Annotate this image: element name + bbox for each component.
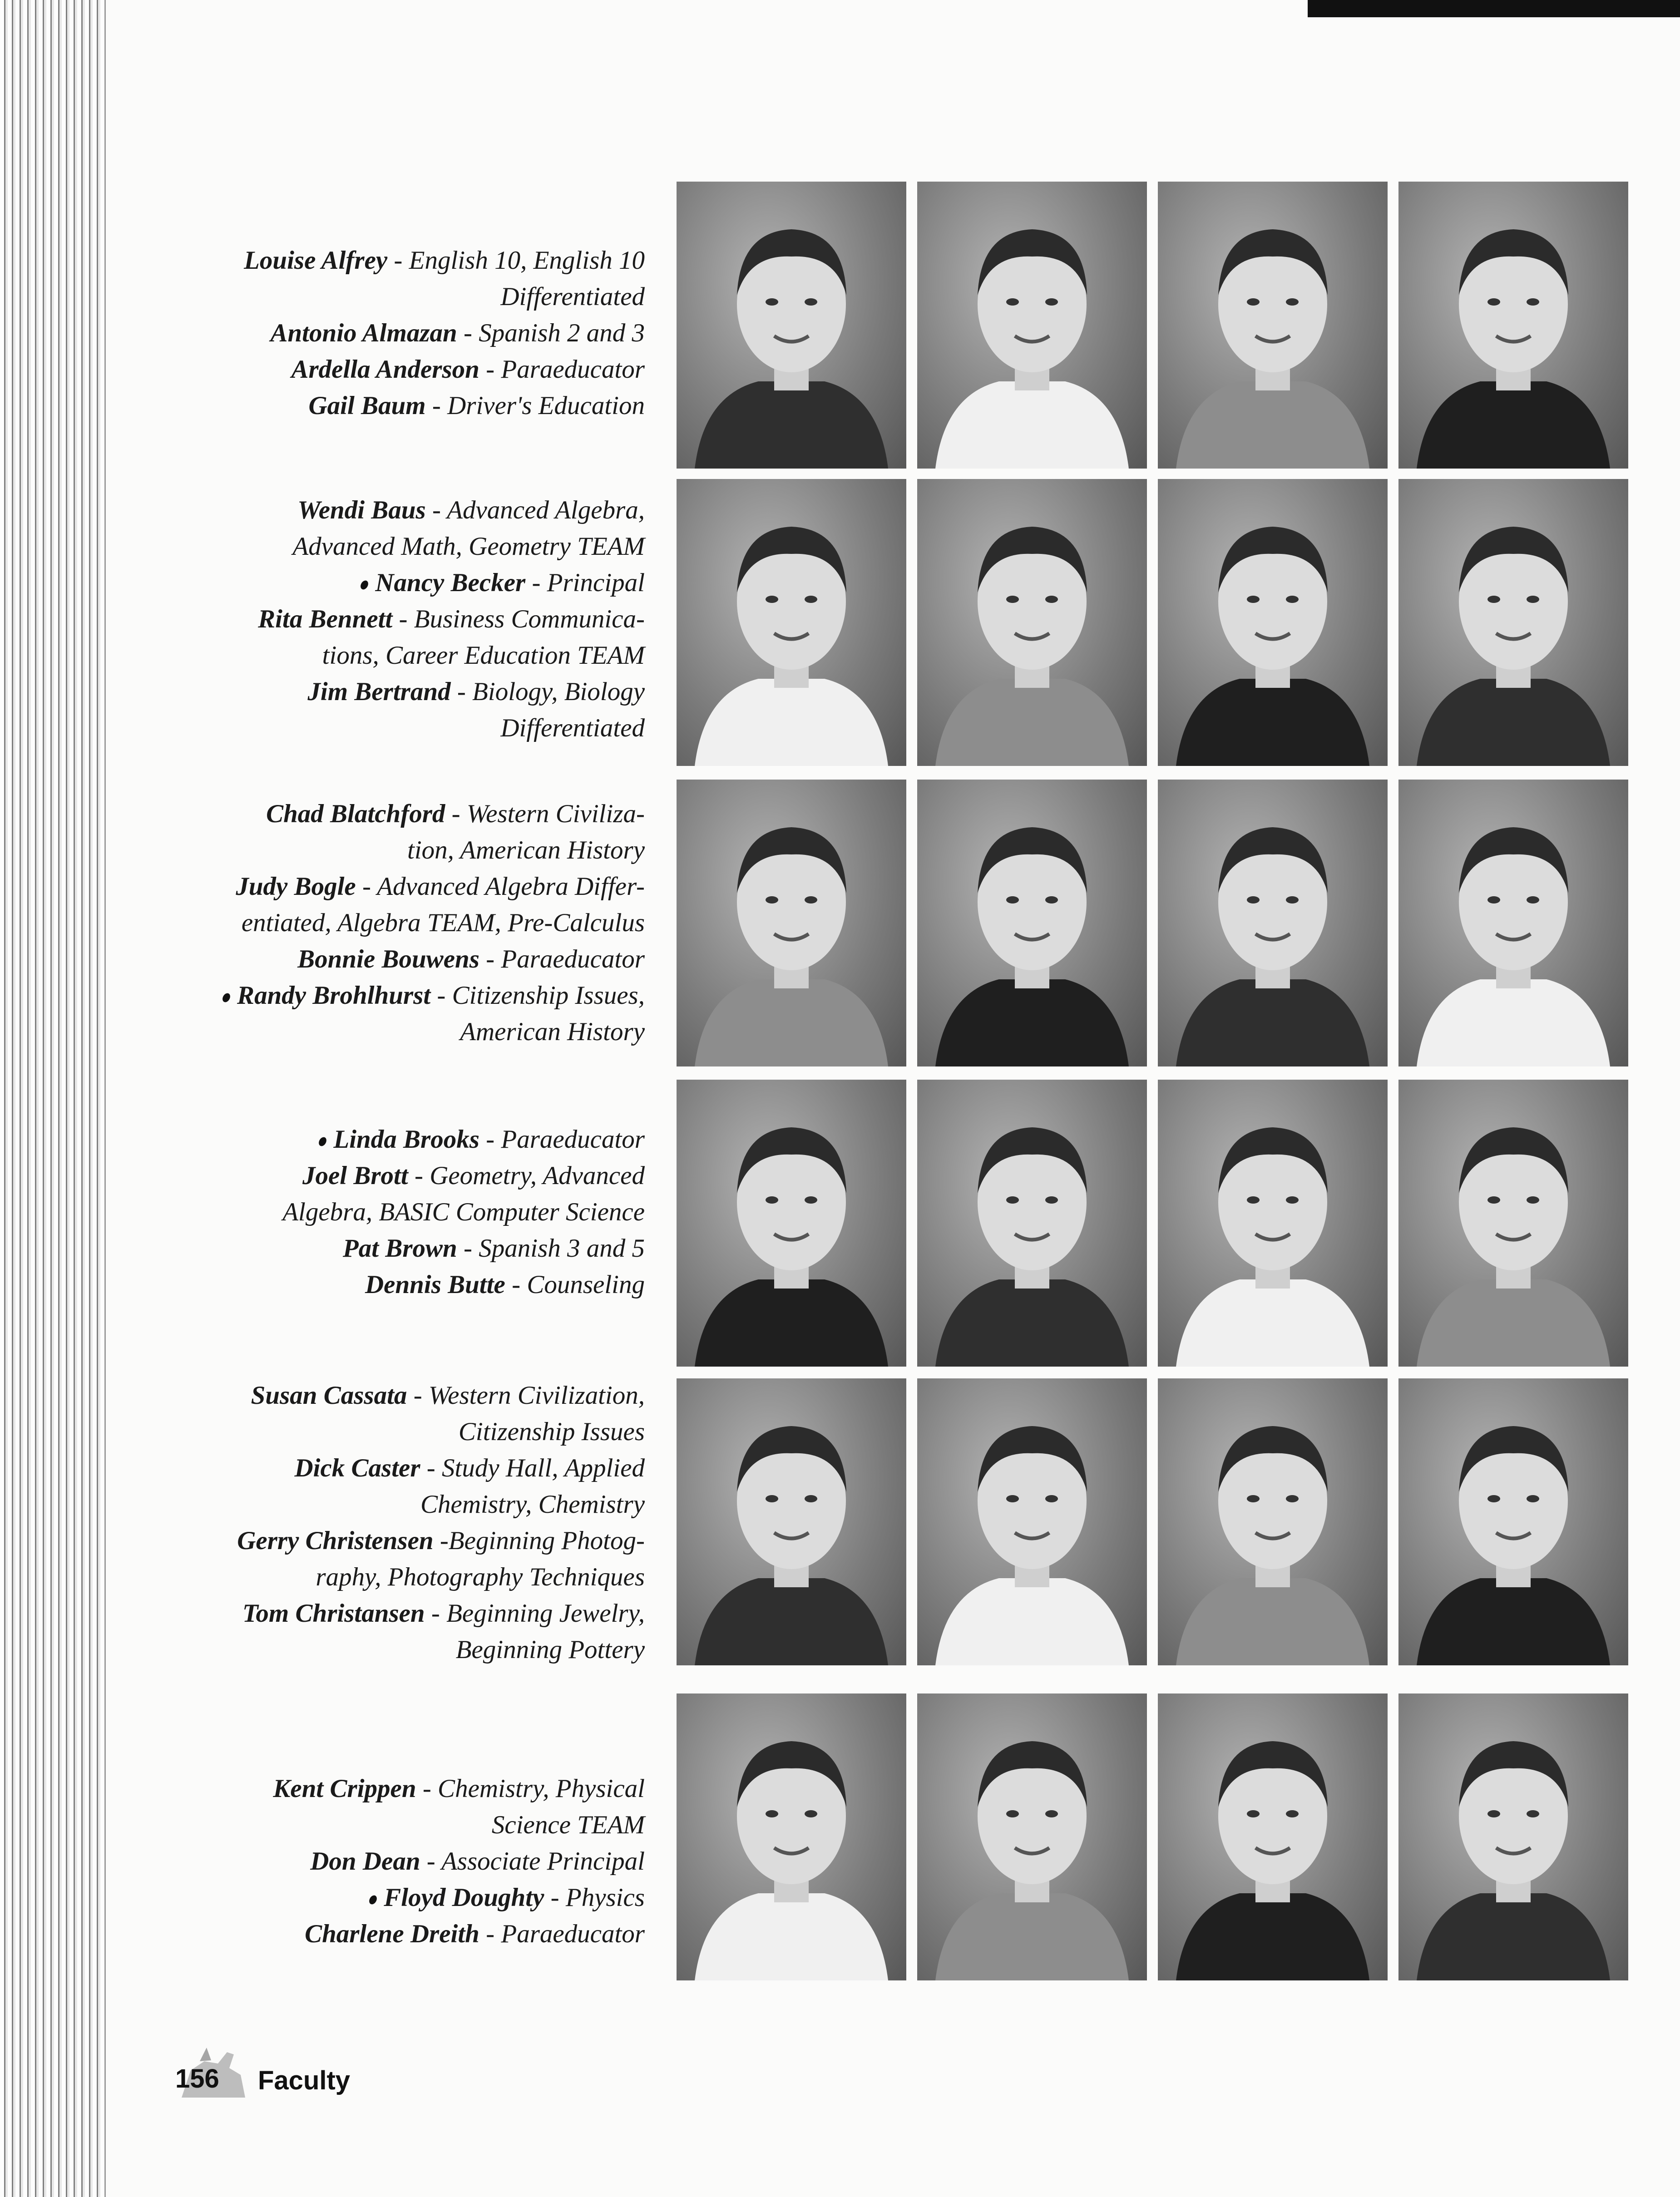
faculty-name: Nancy Becker (375, 568, 526, 597)
faculty-portrait (1398, 1080, 1628, 1367)
faculty-subjects: - English 10, English 10 (387, 246, 645, 275)
faculty-entry (64, 315, 645, 351)
faculty-name: Tom Christansen (242, 1599, 425, 1628)
faculty-entry-continued (64, 528, 645, 565)
faculty-name: Antonio Almazan (270, 319, 457, 347)
faculty-entry-continued (64, 1014, 645, 1050)
faculty-entry-continued (64, 1807, 645, 1843)
faculty-name: Randy Brohlhurst (237, 981, 431, 1010)
faculty-subjects: - Advanced Algebra, (425, 496, 645, 524)
faculty-name: Bonnie Bouwens (297, 945, 479, 973)
portrait-silhouette (1158, 1378, 1388, 1665)
faculty-subjects: - Western Civilization, (407, 1381, 645, 1410)
faculty-subjects: - Counseling (505, 1270, 645, 1299)
bullet-marker (368, 1894, 378, 1906)
faculty-subjects: - Paraeducator (479, 355, 645, 384)
faculty-entry (64, 978, 645, 1014)
faculty-entry (64, 1230, 645, 1267)
faculty-subjects: Algebra, BASIC Computer Science (282, 1198, 645, 1226)
faculty-portrait (917, 780, 1147, 1066)
faculty-subjects: - Geometry, Advanced (408, 1161, 645, 1190)
faculty-name: Pat Brown (342, 1234, 457, 1263)
faculty-name: Linda Brooks (333, 1125, 479, 1154)
faculty-entry (64, 601, 645, 637)
bullet-marker (359, 579, 370, 591)
faculty-portrait (917, 1080, 1147, 1367)
faculty-subjects: - Spanish 2 and 3 (457, 319, 645, 347)
portrait-silhouette (917, 1080, 1147, 1367)
portrait-silhouette (917, 780, 1147, 1066)
faculty-name: Louise Alfrey (244, 246, 388, 275)
faculty-portrait (1398, 182, 1628, 469)
faculty-subjects: - Associate Principal (420, 1847, 645, 1876)
portrait-silhouette (677, 1693, 906, 1980)
faculty-portrait (917, 1693, 1147, 1980)
faculty-portrait (1158, 1693, 1388, 1980)
faculty-subjects: - Driver's Education (425, 391, 645, 420)
bullet-marker (317, 1136, 328, 1148)
faculty-entry (64, 242, 645, 279)
faculty-portrait (917, 182, 1147, 469)
faculty-subjects: Differentiated (500, 714, 645, 742)
faculty-name: Don Dean (310, 1847, 420, 1876)
portrait-silhouette (677, 1378, 906, 1665)
faculty-name: Dick Caster (294, 1454, 420, 1482)
faculty-name: Ardella Anderson (291, 355, 479, 384)
faculty-subjects: - Spanish 3 and 5 (457, 1234, 645, 1263)
faculty-entry (64, 869, 645, 905)
faculty-portrait (1158, 479, 1388, 766)
faculty-subjects: Citizenship Issues (458, 1417, 645, 1446)
portrait-silhouette (1158, 479, 1388, 766)
faculty-portrait (1158, 1378, 1388, 1665)
faculty-name: Gail Baum (308, 391, 426, 420)
portrait-silhouette (917, 1693, 1147, 1980)
faculty-name: Judy Bogle (236, 872, 356, 901)
faculty-entry (64, 1121, 645, 1158)
faculty-entry (64, 1771, 645, 1807)
faculty-entry-continued (64, 710, 645, 746)
faculty-name: Joel Brott (302, 1161, 408, 1190)
faculty-entry-continued (64, 1632, 645, 1668)
faculty-name: Charlene Dreith (305, 1920, 479, 1948)
faculty-subjects: - Paraeducator (479, 1125, 645, 1154)
caption-group-row-2 (64, 492, 645, 746)
faculty-subjects: raphy, Photography Techniques (316, 1563, 645, 1591)
faculty-entry (64, 1595, 645, 1632)
faculty-entry (64, 565, 645, 601)
faculty-subjects: - Citizenship Issues, (430, 981, 645, 1010)
portrait-silhouette (1158, 780, 1388, 1066)
portrait-silhouette (1398, 1378, 1628, 1665)
faculty-name: Susan Cassata (251, 1381, 407, 1410)
faculty-entry-continued (64, 1486, 645, 1523)
faculty-entry-continued (64, 1414, 645, 1450)
caption-group-row-4 (64, 1121, 645, 1303)
portrait-silhouette (1398, 1080, 1628, 1367)
faculty-portrait (1158, 182, 1388, 469)
bullet-marker (221, 992, 232, 1004)
portrait-silhouette (1158, 1693, 1388, 1980)
faculty-subjects: Science TEAM (491, 1811, 645, 1839)
faculty-name: Floyd Doughty (384, 1883, 544, 1912)
portrait-silhouette (1398, 182, 1628, 469)
faculty-subjects: American History (460, 1017, 645, 1046)
caption-group-row-6 (64, 1771, 645, 1952)
portrait-silhouette (1158, 1080, 1388, 1367)
portrait-silhouette (677, 182, 906, 469)
faculty-portrait (677, 479, 906, 766)
faculty-subjects: entiated, Algebra TEAM, Pre-Calculus (241, 908, 645, 937)
faculty-entry (64, 1377, 645, 1414)
portrait-silhouette (677, 1080, 906, 1367)
faculty-entry (64, 1523, 645, 1559)
faculty-subjects: - Study Hall, Applied (420, 1454, 645, 1482)
faculty-name: Kent Crippen (273, 1774, 416, 1803)
section-title: Faculty (258, 2066, 351, 2095)
faculty-entry (64, 1158, 645, 1194)
faculty-portrait (1398, 1378, 1628, 1665)
faculty-subjects: - Paraeducator (479, 945, 645, 973)
faculty-portrait (1158, 1080, 1388, 1367)
faculty-entry (64, 1450, 645, 1486)
faculty-entry (64, 1267, 645, 1303)
faculty-subjects: - Western Civiliza- (445, 800, 645, 828)
faculty-name: Chad Blatchford (266, 800, 445, 828)
faculty-entry-continued (64, 832, 645, 869)
page-number: 156 (175, 2064, 219, 2093)
faculty-entry (64, 388, 645, 424)
faculty-entry (64, 941, 645, 978)
faculty-subjects: Chemistry, Chemistry (420, 1490, 645, 1519)
faculty-portrait (1398, 780, 1628, 1066)
faculty-subjects: - Paraeducator (479, 1920, 645, 1948)
portrait-silhouette (1158, 182, 1388, 469)
caption-group-row-3 (64, 796, 645, 1050)
faculty-subjects: -Beginning Photog- (433, 1526, 645, 1555)
faculty-entry (64, 1843, 645, 1880)
faculty-name: Gerry Christensen (237, 1526, 434, 1555)
portrait-silhouette (677, 479, 906, 766)
portrait-silhouette (917, 182, 1147, 469)
faculty-portrait (677, 780, 906, 1066)
faculty-entry-continued (64, 905, 645, 941)
faculty-portrait (917, 1378, 1147, 1665)
faculty-subjects: - Physics (544, 1883, 645, 1912)
top-scan-bar (1308, 0, 1680, 17)
faculty-subjects: tions, Career Education TEAM (322, 641, 645, 670)
faculty-portrait (1158, 780, 1388, 1066)
portrait-silhouette (1398, 479, 1628, 766)
caption-group-row-1 (64, 242, 645, 424)
faculty-portrait (677, 1080, 906, 1367)
portrait-silhouette (917, 479, 1147, 766)
faculty-entry-continued (64, 279, 645, 315)
faculty-subjects: tion, American History (407, 836, 645, 864)
portrait-silhouette (677, 780, 906, 1066)
faculty-subjects: - Chemistry, Physical (416, 1774, 645, 1803)
faculty-subjects: Beginning Pottery (455, 1635, 645, 1664)
faculty-portrait (1398, 1693, 1628, 1980)
faculty-portrait (677, 182, 906, 469)
faculty-entry (64, 674, 645, 710)
faculty-entry (64, 492, 645, 528)
faculty-subjects: Advanced Math, Geometry TEAM (292, 532, 645, 561)
faculty-entry (64, 796, 645, 832)
portrait-silhouette (1398, 780, 1628, 1066)
faculty-entry-continued (64, 1559, 645, 1595)
portrait-silhouette (1398, 1693, 1628, 1980)
faculty-entry (64, 351, 645, 388)
faculty-name: Jim Bertrand (307, 677, 451, 706)
faculty-subjects: - Biology, Biology (450, 677, 645, 706)
faculty-entry-continued (64, 637, 645, 674)
faculty-portrait (1398, 479, 1628, 766)
faculty-entry (64, 1880, 645, 1916)
faculty-subjects: - Advanced Algebra Differ- (356, 872, 645, 901)
faculty-entry (64, 1916, 645, 1952)
faculty-name: Wendi Baus (297, 496, 426, 524)
faculty-portrait (677, 1693, 906, 1980)
faculty-subjects: - Beginning Jewelry, (425, 1599, 645, 1628)
portrait-silhouette (917, 1378, 1147, 1665)
faculty-subjects: Differentiated (500, 282, 645, 311)
caption-group-row-5 (64, 1377, 645, 1668)
faculty-name: Rita Bennett (258, 605, 393, 633)
faculty-portrait (677, 1378, 906, 1665)
faculty-name: Dennis Butte (365, 1270, 505, 1299)
faculty-portrait (917, 479, 1147, 766)
faculty-entry-continued (64, 1194, 645, 1230)
faculty-subjects: - Business Communica- (392, 605, 645, 633)
faculty-subjects: - Principal (525, 568, 645, 597)
